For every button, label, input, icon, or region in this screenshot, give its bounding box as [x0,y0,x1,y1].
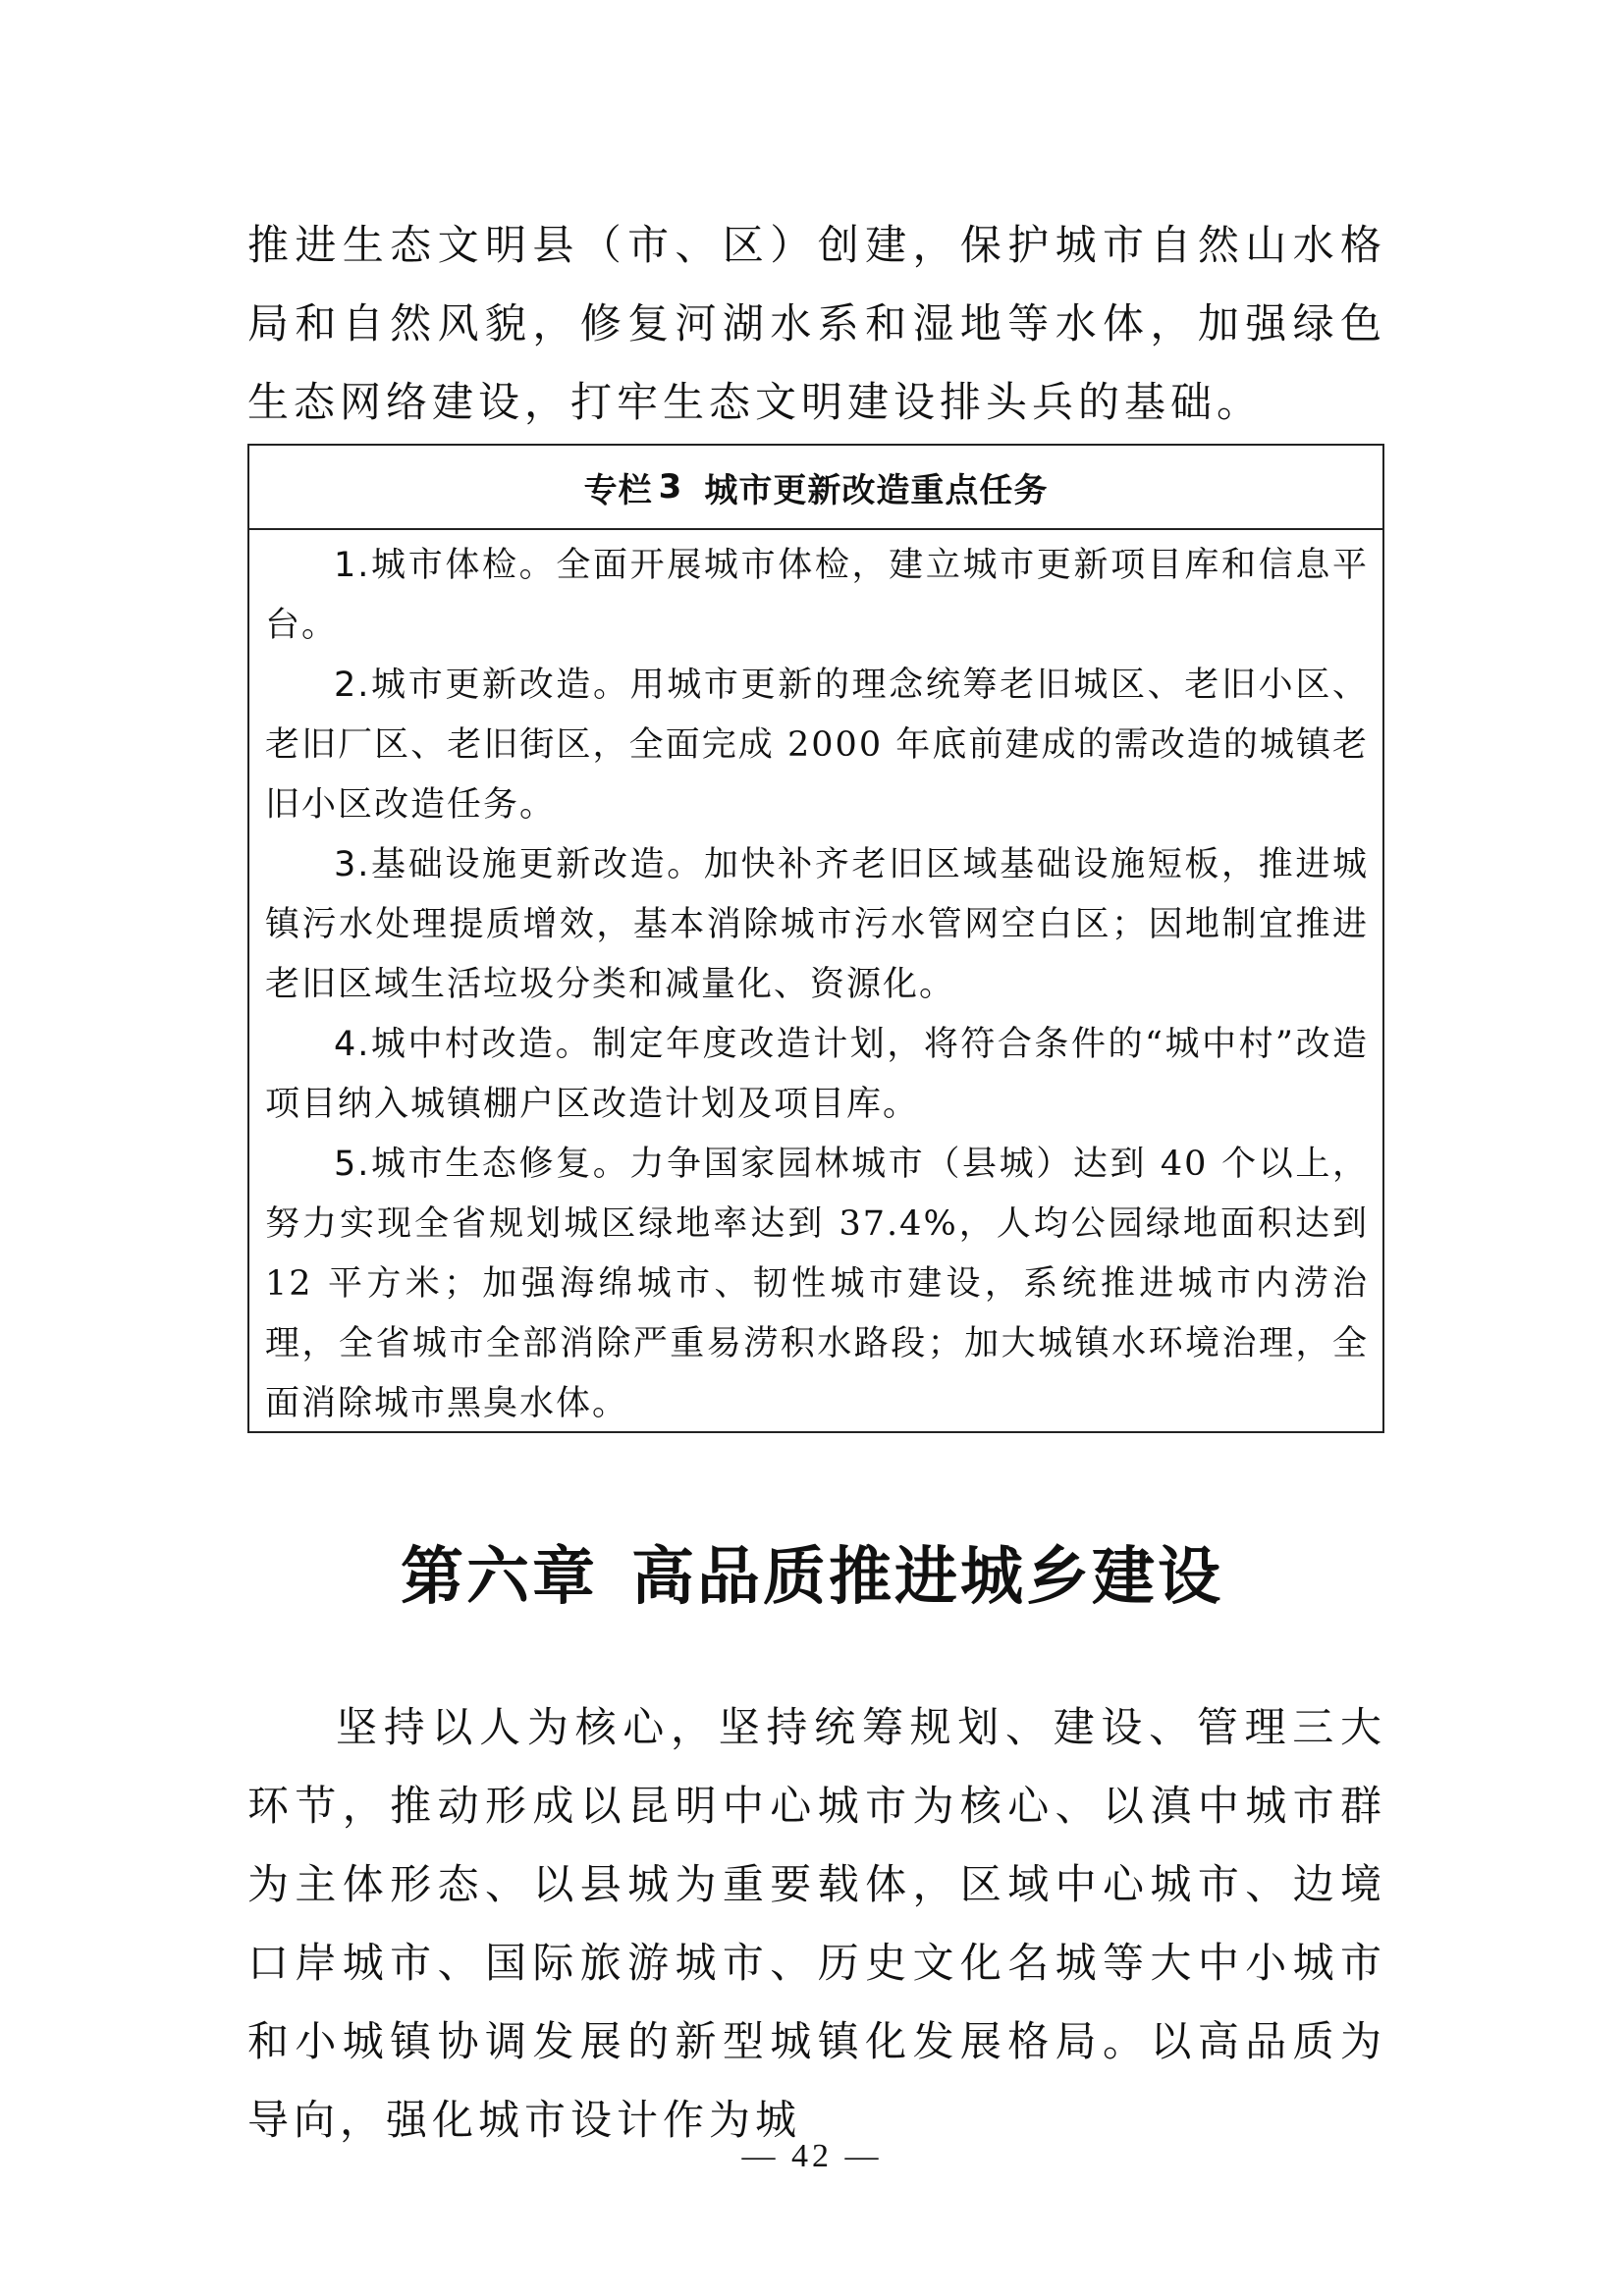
task-item [265,536,1369,656]
chapter-paragraph: 坚持以人为核心，坚持统筹规划、建设、管理三大环节，推动形成以昆明中心城市为核心、以滇中城市群为主体形态、以县城为重要载体，区域中心城市、边境口岸城市、国际旅游城市、历史文化名城等大中小城市和小城镇协调发展的新型城镇化发展格局。以高品质为导向，强化城市设计作为城 [247,1703,1386,2144]
special-column-label: 专栏 [583,470,653,510]
special-column-title [249,446,1382,530]
task-item-heading: 2.城市更新改造。 [334,666,630,705]
task-item-heading: 3.基础设施更新改造。 [334,845,704,884]
task-item-text: 全面开展城市体检，建立城市更新项目库和信息平台。 [265,546,1369,645]
task-item-heading: 1.城市体检。 [334,546,557,585]
chapter-number: 第六章 [401,1541,598,1614]
task-item [265,1015,1369,1135]
special-column-heading: 城市更新改造重点任务 [704,470,1049,510]
task-item-text: 力争国家园林城市（县城）达到 40 个以上，努力实现全省规划城区绿地率达到 37.4%，人均公园绿地面积达到 12 平方米；加强海绵城市、韧性城市建设，系统推进城市内涝治理，全省城市全部消除严重易涝积水路段；加大城镇水环境治理，全面消除城市黑臭水体。 [265,1145,1369,1423]
intro-paragraph: 推进生态文明县（市、区）创建，保护城市自然山水格局和自然风貌，修复河湖水系和湿地等水体，加强绿色生态网络建设，打牢生态文明建设排头兵的基础。 [247,221,1386,426]
task-item [265,835,1369,1015]
task-item-heading: 4.城中村改造。 [334,1025,593,1064]
page-number: — 42 — [741,2138,883,2174]
chapter-heading: 高品质推进城乡建设 [631,1541,1223,1614]
task-item-heading: 5.城市生态修复。 [334,1145,630,1184]
task-item [265,1135,1369,1434]
task-item-text: 加快补齐老旧区域基础设施短板，推进城镇污水处理提质增效，基本消除城市污水管网空白区；因地制宜推进老旧区域生活垃圾分类和减量化、资源化。 [265,845,1369,1004]
task-item [265,656,1369,835]
special-column-body [249,530,1382,1434]
task-item-text: 用城市更新的理念统筹老旧城区、老旧小区、老旧厂区、老旧街区，全面完成 2000 年底前建成的需改造的城镇老旧小区改造任务。 [265,666,1369,825]
special-column-number: 3 [658,467,683,507]
task-item-text: 制定年度改造计划，将符合条件的“城中村”改造项目纳入城镇棚户区改造计划及项目库。 [265,1025,1369,1124]
special-column-box [247,444,1384,1433]
chapter-title [0,1526,1624,1617]
